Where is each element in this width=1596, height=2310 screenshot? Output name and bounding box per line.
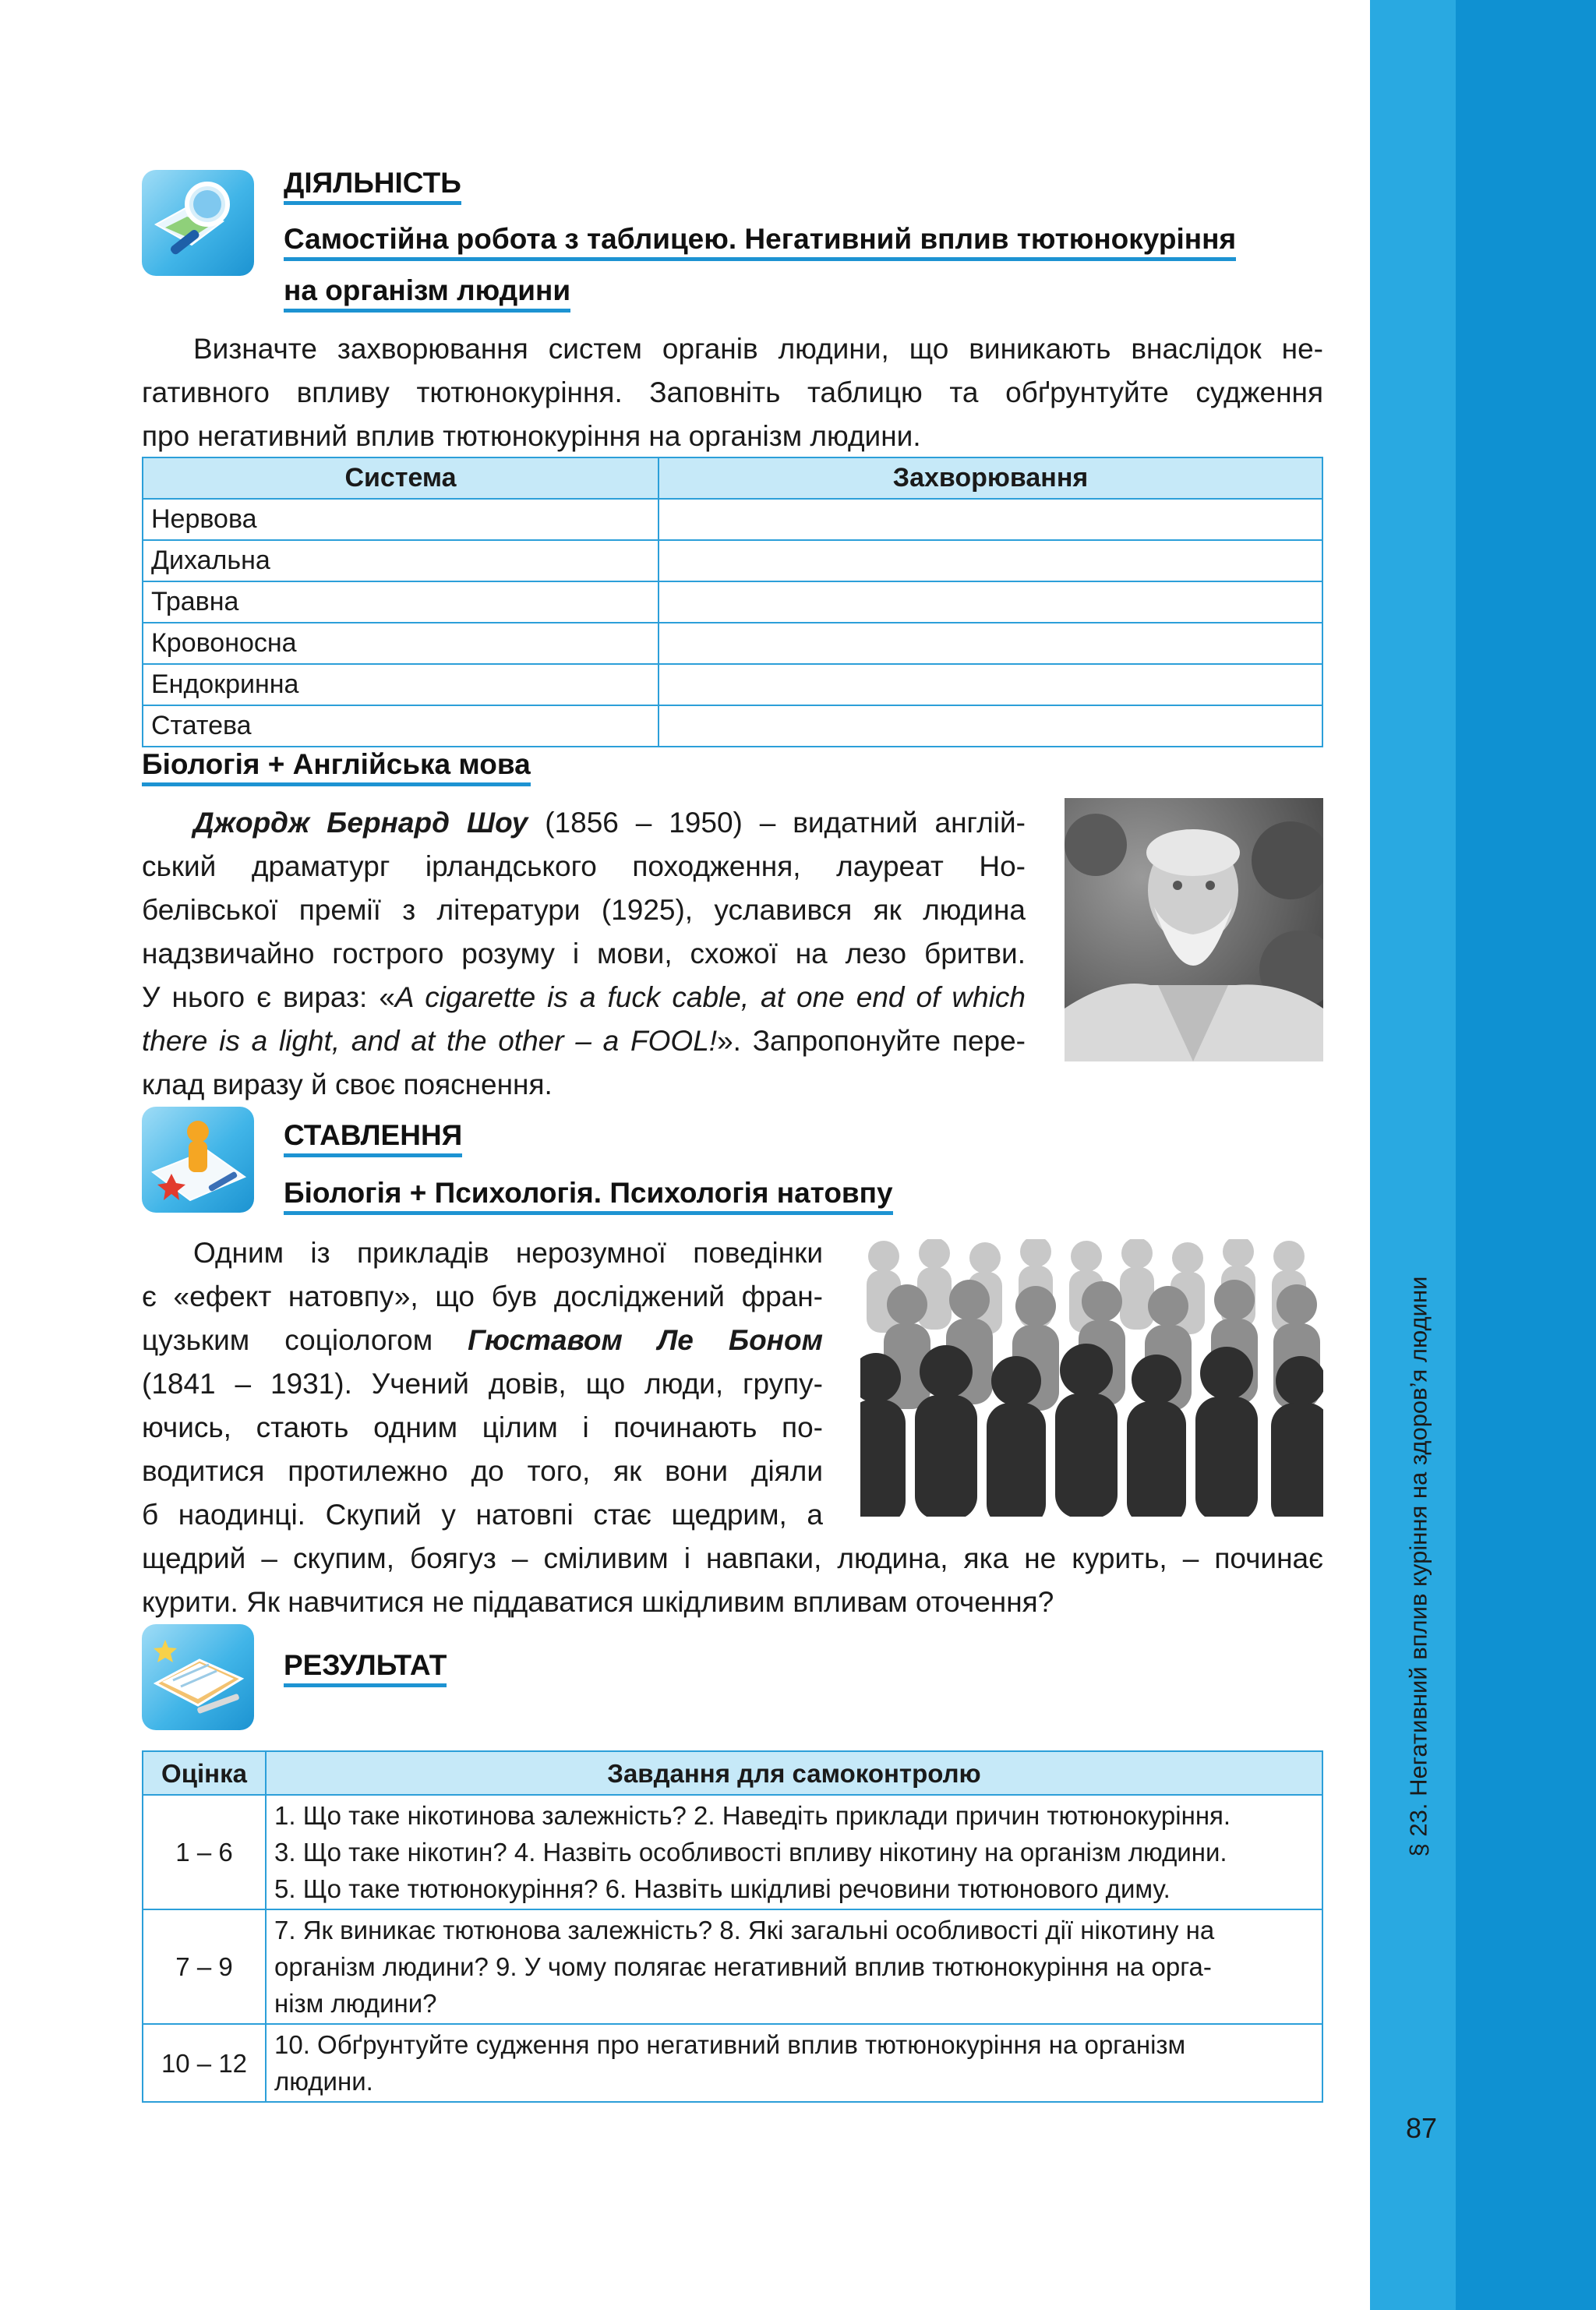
figure-on-paper-icon (142, 1107, 254, 1213)
shaw-paragraph (142, 801, 1026, 1107)
chapter-running-title (1379, 1177, 1457, 1956)
column-header-grade: Оцінка (143, 1751, 266, 1795)
task-line: 7. Як виникає тютюнова залежність? 8. Які загальні особливості дії нікотину на (274, 1916, 1215, 1944)
quote-prefix: У нього є вираз: « (142, 981, 395, 1013)
system-cell: Нервова (143, 499, 659, 540)
shaw-line: белівської премії з літератури (1925), уславився як людина (142, 894, 1026, 926)
tasks-cell (266, 2024, 1322, 2102)
disease-cell-empty[interactable] (659, 581, 1322, 623)
crowd-paragraph-full (142, 1537, 1323, 1624)
crowd-line: є «ефект натовпу», що був досліджений фран- (142, 1280, 823, 1312)
disease-cell-empty[interactable] (659, 499, 1322, 540)
crowd-line: ючись, стають одним цілим і починають по- (142, 1411, 823, 1443)
disease-cell-empty[interactable] (659, 623, 1322, 664)
crowd-line: водитися протилежно до того, як вони діяли (142, 1455, 823, 1487)
system-cell: Ендокринна (143, 664, 659, 705)
column-header-tasks: Завдання для самоконтролю (266, 1751, 1322, 1795)
system-cell: Статева (143, 705, 659, 747)
shaw-line (142, 976, 1026, 1019)
table-row (143, 581, 1322, 623)
table-row (143, 2024, 1322, 2102)
crowd-silhouette-image (860, 1239, 1323, 1517)
table-row (143, 705, 1322, 747)
shaw-line1-text: (1856 – 1950) – видатний англій- (528, 807, 1026, 839)
table-row (143, 499, 1322, 540)
crowd-line: Одним із прикладів нерозумної поведінки (193, 1237, 823, 1269)
attitude-subtitle: Біологія + Психологія. Психологія натовпу (284, 1177, 893, 1215)
system-cell: Дихальна (143, 540, 659, 581)
task-line: 5. Що таке тютюнокуріння? 6. Назвіть шкідливі речовини тютюнового диму. (274, 1874, 1171, 1903)
table-row (143, 1909, 1322, 2024)
intro-line: гативного впливу тютюнокуріння. Заповніть таблицю та обґрунтуйте судження (142, 376, 1323, 408)
crowd-line: б наодинці. Скупий у натовпі стає щедрим, а (142, 1499, 823, 1531)
shaw-portrait-photo (1065, 798, 1323, 1061)
notebook-pen-icon (142, 1624, 254, 1730)
disease-cell-empty[interactable] (659, 540, 1322, 581)
shaw-line: ський драматург ірландського походження, лауреат Но- (142, 850, 1026, 882)
crowd-line3-prefix: цузьким соціологом (142, 1324, 468, 1356)
grade-cell: 7 – 9 (143, 1909, 266, 2024)
task-line: людини. (274, 2067, 373, 2096)
sidebar-stripe-dark (1456, 0, 1596, 2310)
intro-line: про негативний вплив тютюнокуріння на організм людини. (142, 420, 921, 452)
quote-suffix: ». Запропонуйте пере- (717, 1025, 1026, 1057)
grade-cell: 1 – 6 (143, 1795, 266, 1909)
column-header-disease: Захворювання (659, 457, 1322, 499)
grade-cell: 10 – 12 (143, 2024, 266, 2102)
intro-line: Визначте захворювання систем органів людини, що виникають внаслідок не- (193, 333, 1323, 365)
quote-part1: A cigarette is a fuck cable, at one end of which (394, 981, 1026, 1013)
system-cell: Кровоносна (143, 623, 659, 664)
magnifier-map-icon (142, 170, 254, 276)
shaw-name: Джордж Бернард Шоу (193, 807, 528, 839)
table-row (143, 1795, 1322, 1909)
task-line: 1. Що таке нікотинова залежність? 2. Наведіть приклади причин тютюнокуріння. (274, 1801, 1231, 1830)
task-line: нізм людини? (274, 1989, 437, 2018)
bio-english-heading: Біологія + Англійська мова (142, 748, 531, 786)
systems-table (142, 457, 1323, 747)
table-header-row (143, 1751, 1322, 1795)
crowd-line: курити. Як навчитися не піддаватися шкідливим впливам оточення? (142, 1586, 1054, 1618)
table-row (143, 664, 1322, 705)
shaw-line (142, 801, 1026, 845)
crowd-paragraph-wrapped (142, 1231, 823, 1537)
system-cell: Травна (143, 581, 659, 623)
activity-intro (142, 327, 1323, 458)
disease-cell-empty[interactable] (659, 705, 1322, 747)
page-number: 87 (1405, 2112, 1438, 2144)
tasks-cell (266, 1909, 1322, 2024)
activity-subtitle-line2: на організм людини (284, 274, 570, 313)
shaw-line (142, 1019, 1026, 1063)
activity-subtitle-line1: Самостійна робота з таблицею. Негативний вплив тютюнокуріння (284, 223, 1236, 261)
column-header-system: Система (143, 457, 659, 499)
chapter-title-text: § 23. Негативний вплив куріння на здоров’я людини (1404, 1276, 1432, 1857)
quote-part2: there is a light, and at the other – a FOOL! (142, 1025, 718, 1057)
crowd-line: (1841 – 1931). Учений довів, що люди, групу- (142, 1368, 823, 1400)
crowd-line: щедрий – скупим, боягуз – сміливим і навпаки, людина, яка не курить, – починає (142, 1542, 1323, 1574)
table-header-row (143, 457, 1322, 499)
attitude-heading: СТАВЛЕННЯ (284, 1119, 462, 1157)
le-bon-name: Гюставом Ле Боном (468, 1324, 823, 1356)
table-row (143, 623, 1322, 664)
result-heading: РЕЗУЛЬТАТ (284, 1649, 447, 1687)
crowd-line (142, 1319, 823, 1362)
shaw-line: надзвичайно гострого розуму і мови, схожої на лезо бритви. (142, 938, 1026, 970)
task-line: організм людини? 9. У чому полягає негативний вплив тютюнокуріння на орга- (274, 1952, 1212, 1981)
task-line: 10. Обґрунтуйте судження про негативний вплив тютюнокуріння на організм (274, 2030, 1186, 2059)
shaw-line: клад виразу й своє пояснення. (142, 1068, 553, 1100)
task-line: 3. Що таке нікотин? 4. Назвіть особливості впливу нікотину на організм людини. (274, 1838, 1227, 1867)
self-control-table (142, 1750, 1323, 2103)
disease-cell-empty[interactable] (659, 664, 1322, 705)
tasks-cell (266, 1795, 1322, 1909)
table-row (143, 540, 1322, 581)
sidebar-stripe-light (1370, 0, 1456, 2310)
activity-heading: ДІЯЛЬНІСТЬ (284, 167, 461, 205)
